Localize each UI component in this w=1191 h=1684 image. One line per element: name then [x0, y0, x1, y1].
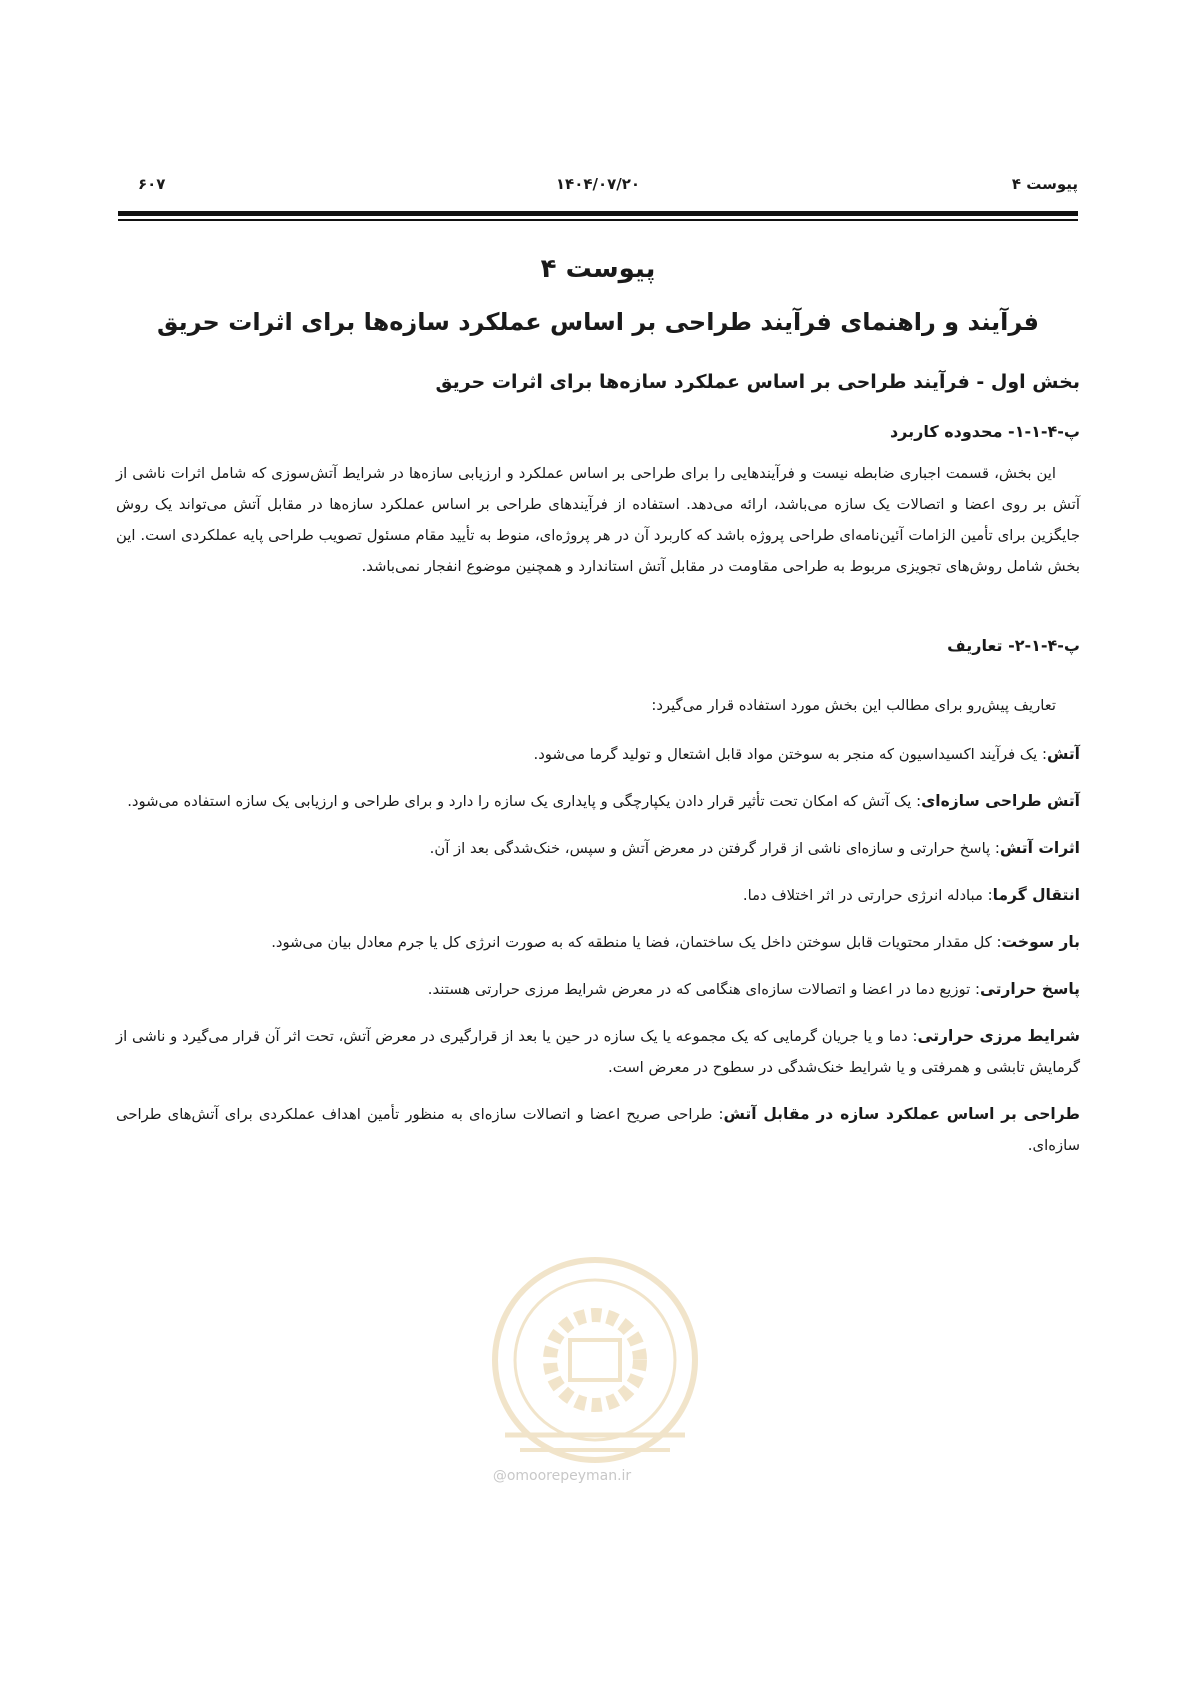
definition-item [116, 739, 1080, 770]
page-content [116, 246, 1080, 1177]
page-title: پیوست ۴ [540, 254, 656, 284]
definition-item [116, 974, 1080, 1005]
definition-text: : پاسخ حرارتی و سازه‌ای ناشی از قرار گرفتن در معرض آتش و سپس، خنک‌شدگی بعد از آن. [429, 840, 1000, 857]
watermark-seal-icon [465, 1245, 725, 1475]
section-heading-scope: پ-۴-۱-۱- محدوده کاربرد [889, 422, 1080, 441]
definition-term: بار سوخت [1001, 933, 1080, 951]
scope-paragraph: این بخش، قسمت اجباری ضابطه نیست و فرآیندهایی را برای طراحی بر اساس عملکرد و ارزیابی سازه‌ها در شرایط آتش‌سوزی که شامل اثرات ناشی از آتش بر روی اعضا و اتصالات یک سازه می‌باشد، ارائه می‌دهد. استفاده از فرآیندهای طراحی بر اساس عملکرد سازه‌ها در مقابل آتش می‌تواند یک روش جایگزین برای تأمین الزامات آئین‌نامه‌ای طراحی پروژه باشد که کاربرد آن در هر پروژه‌ای، منوط به تأیید مقام مسئول تصویب طراحی پایه عملکردی است. این بخش شامل روش‌های تجویزی مربوط به طراحی مقاومت در مقابل آتش استاندارد و همچنین موضوع انفجار نمی‌باشد. [116, 465, 1080, 575]
definition-item [116, 880, 1080, 911]
header-page-number: ۶۰۷ [138, 175, 166, 193]
definition-term: آتش طراحی سازه‌ای [921, 792, 1080, 810]
definition-term: طراحی بر اساس عملکرد سازه در مقابل آتش [723, 1105, 1080, 1123]
definitions-list [116, 739, 1080, 1161]
page-subtitle: فرآیند و راهنمای فرآیند طراحی بر اساس عملکرد سازه‌ها برای اثرات حریق [156, 308, 1039, 336]
watermark-url: @omoorepeyman.ir [492, 1468, 632, 1484]
definition-text: : کل مقدار محتویات قابل سوختن داخل یک ساختمان، فضا یا منطقه که به صورت انرژی کل یا جرم معادل بیان می‌شود. [271, 934, 1002, 951]
definition-term: اثرات آتش [999, 839, 1080, 857]
definition-text: : طراحی صریح اعضا و اتصالات سازه‌ای به منظور تأمین اهداف عملکردی برای آتش‌های طراحی سازه‌ای. [116, 1106, 1080, 1154]
definition-term: پاسخ حرارتی [979, 980, 1080, 998]
definition-term: شرایط مرزی حرارتی [917, 1027, 1081, 1045]
definition-term: آتش [1046, 745, 1080, 763]
definition-item [116, 927, 1080, 958]
definition-item [116, 1099, 1080, 1161]
header-appendix-label: پیوست ۴ [1011, 175, 1078, 193]
definitions-intro: تعاریف پیش‌رو برای مطالب این بخش مورد استفاده قرار می‌گیرد: [651, 697, 1056, 714]
definition-term: انتقال گرما [992, 886, 1080, 904]
definition-text: : یک فرآیند اکسیداسیون که منجر به سوختن مواد قابل اشتعال و تولید گرما می‌شود. [533, 746, 1047, 763]
header-rule-thin [118, 219, 1078, 221]
definition-text: : مبادله انرژی حرارتی در اثر اختلاف دما. [742, 887, 993, 904]
header-rule-thick [118, 211, 1078, 216]
definition-text: : توزیع دما در اعضا و اتصالات سازه‌ای هنگامی که در معرض شرایط مرزی حرارتی هستند. [427, 981, 980, 998]
header-date: ۱۴۰۴/۰۷/۲۰ [555, 175, 641, 193]
running-header [118, 175, 1078, 201]
part-heading: بخش اول - فرآیند طراحی بر اساس عملکرد سازه‌ها برای اثرات حریق [435, 371, 1080, 393]
definition-item [116, 1021, 1080, 1083]
section-heading-definitions: پ-۴-۱-۲- تعاریف [947, 636, 1080, 655]
definition-item [116, 833, 1080, 864]
definition-text: : یک آتش که امکان تحت تأثیر قرار دادن یکپارچگی و پایداری یک سازه را دارد و برای طراحی و ارزیابی یک سازه استفاده می‌شود. [127, 793, 922, 810]
definition-text: : دما و یا جریان گرمایی که یک مجموعه یا یک سازه در حین یا بعد از قرارگیری در معرض آتش، تحت اثر آن قرار می‌گیرد و ناشی از گرمایش تابشی و همرفتی و یا شرایط خنک‌شدگی در سطوح در معرض است. [116, 1028, 1080, 1076]
definition-item [116, 786, 1080, 817]
